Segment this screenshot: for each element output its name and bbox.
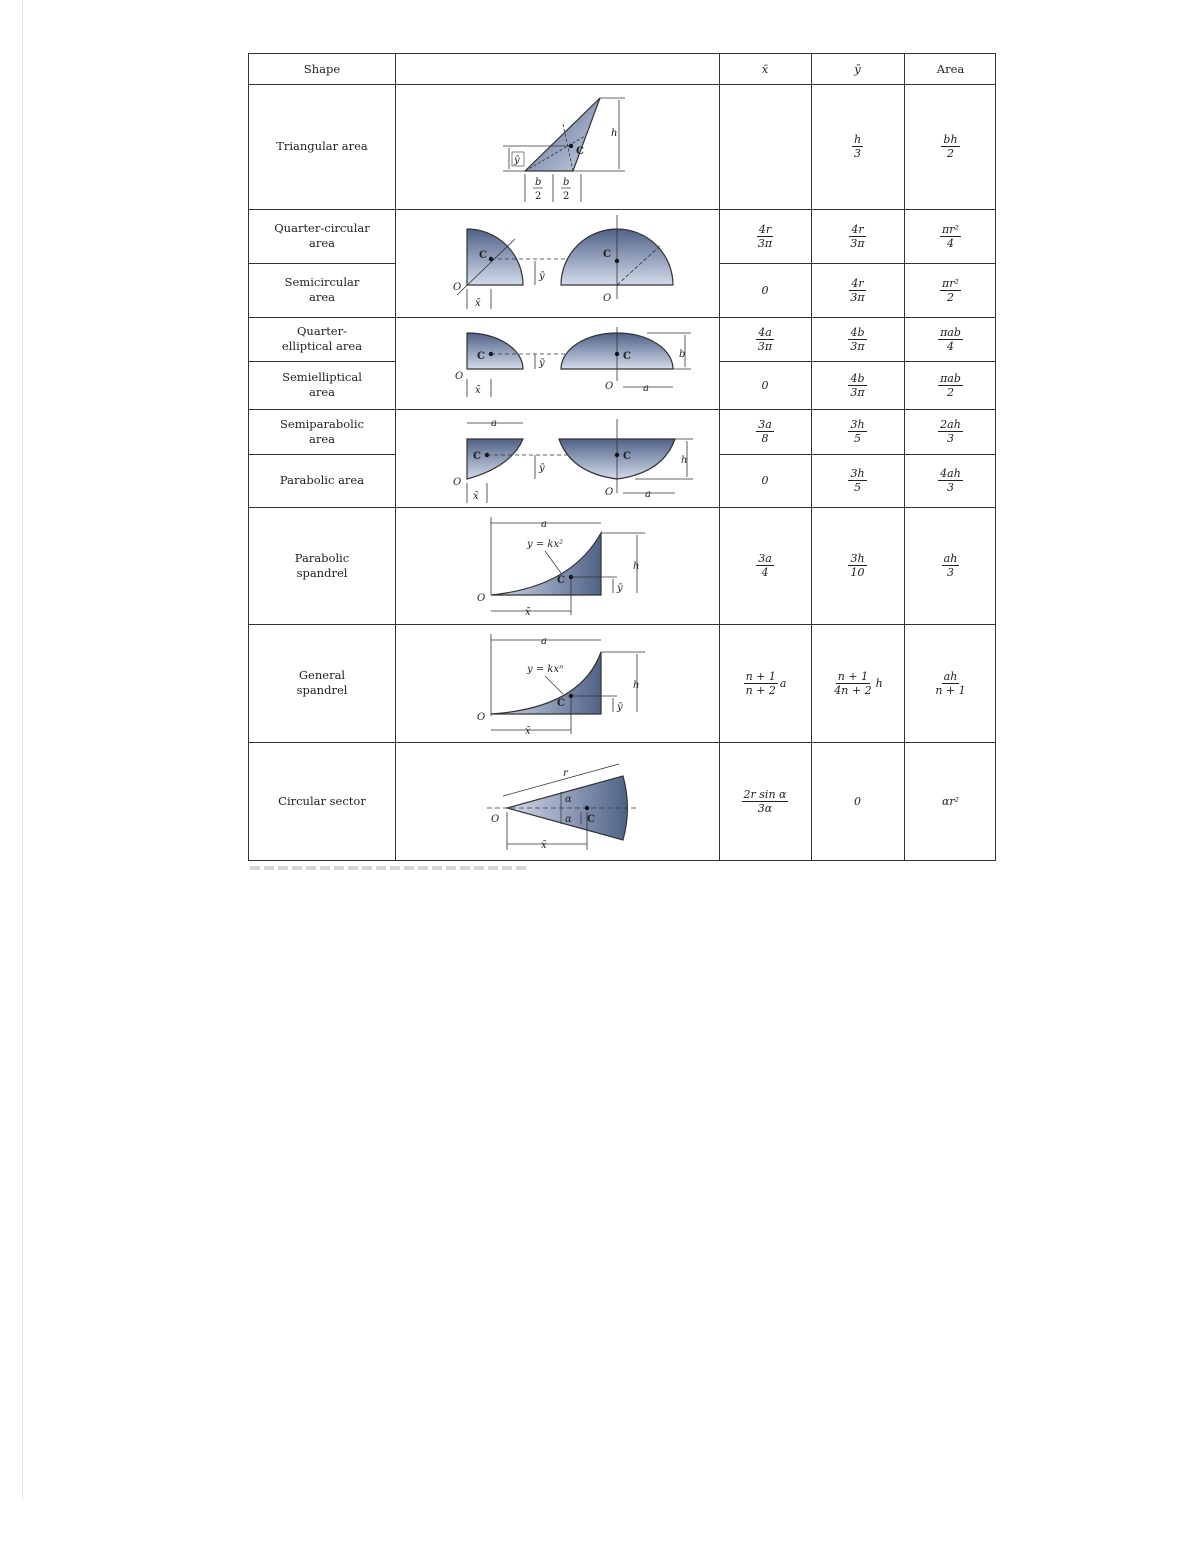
a-label: a bbox=[541, 519, 547, 530]
shape-name: Semielliptical area bbox=[282, 370, 362, 399]
centroid-label: C bbox=[623, 351, 631, 362]
numerator: ah bbox=[943, 669, 958, 683]
area-formula bbox=[904, 317, 997, 361]
numerator: πab bbox=[940, 371, 961, 385]
denominator: 4 bbox=[947, 339, 954, 353]
area-formula bbox=[904, 409, 997, 454]
fraction bbox=[848, 277, 866, 304]
denominator: 5 bbox=[854, 432, 861, 445]
ybar-label: ȳ bbox=[539, 271, 545, 282]
numerator: 3h bbox=[850, 418, 865, 431]
fraction bbox=[941, 133, 959, 160]
figure-caption bbox=[250, 866, 530, 870]
xbar-formula bbox=[719, 409, 811, 454]
xbar-value: 0 bbox=[761, 283, 769, 297]
alpha-label-2: α bbox=[565, 814, 572, 825]
numerator: 3a bbox=[758, 552, 772, 565]
elliptical-figure bbox=[395, 317, 719, 409]
numerator: 4r bbox=[851, 276, 864, 290]
h-label: h bbox=[611, 128, 618, 139]
h-label: h bbox=[633, 680, 640, 691]
centroid-label: C bbox=[603, 249, 611, 260]
fraction bbox=[938, 418, 963, 445]
xbar-value: 0 bbox=[761, 474, 769, 487]
numerator: n + 1 bbox=[745, 669, 776, 683]
origin-label: O bbox=[477, 712, 486, 723]
numerator: 3a bbox=[758, 418, 772, 431]
numerator: ah bbox=[943, 552, 958, 565]
numerator: πr² bbox=[942, 276, 959, 290]
b-half-num-2: b bbox=[563, 177, 570, 188]
ybar-label: ȳ bbox=[514, 155, 520, 166]
numerator: 4a bbox=[758, 325, 772, 339]
ybar-formula bbox=[811, 361, 904, 409]
fraction bbox=[852, 133, 863, 160]
header-area: Area bbox=[936, 61, 965, 76]
ybar-label: ȳ bbox=[539, 463, 545, 474]
numerator: πr² bbox=[942, 222, 959, 236]
fraction bbox=[848, 326, 866, 353]
xbar-formula bbox=[719, 624, 811, 742]
spandrel-shape bbox=[491, 652, 601, 714]
centroid-dot bbox=[615, 259, 619, 263]
a-label: a bbox=[643, 383, 649, 394]
shape-name: Parabolic spandrel bbox=[294, 550, 350, 580]
ybar-formula bbox=[811, 84, 904, 209]
xbar-formula bbox=[719, 209, 811, 263]
denominator: 3π bbox=[850, 290, 865, 304]
origin-label: O bbox=[453, 282, 462, 293]
fraction bbox=[940, 277, 961, 304]
area-formula bbox=[904, 209, 997, 263]
a-label: a bbox=[645, 489, 651, 500]
shape-name: Quarter-elliptical area bbox=[281, 324, 363, 353]
area-formula bbox=[904, 507, 997, 624]
fraction bbox=[756, 552, 774, 579]
centroid-label: C bbox=[479, 250, 487, 261]
centroid-dot bbox=[585, 806, 589, 810]
denominator: 8 bbox=[761, 432, 769, 445]
xbar-label: x̄ bbox=[475, 385, 481, 396]
multiplier: a bbox=[779, 676, 787, 690]
xbar-formula bbox=[719, 742, 811, 860]
denominator: 4n + 2 bbox=[834, 683, 872, 697]
numerator: h bbox=[853, 133, 862, 146]
fraction bbox=[848, 467, 866, 494]
fraction bbox=[938, 326, 963, 353]
xbar-value bbox=[719, 84, 811, 209]
ybar-label: ȳ bbox=[539, 358, 545, 369]
area-formula bbox=[904, 454, 997, 507]
ybar-formula bbox=[811, 317, 904, 361]
centroid-label: C bbox=[587, 814, 595, 825]
ybar-label: ȳ bbox=[617, 702, 623, 713]
equation-label: y = kxⁿ bbox=[527, 664, 564, 675]
equation-label: y = kx² bbox=[527, 539, 564, 550]
numerator: 4b bbox=[850, 325, 865, 339]
numerator: 4b bbox=[850, 371, 865, 385]
fraction bbox=[756, 223, 774, 250]
denominator: 4 bbox=[761, 566, 769, 579]
denominator: 2 bbox=[947, 385, 954, 399]
fraction bbox=[756, 326, 774, 353]
numerator: 2ah bbox=[940, 418, 961, 431]
circular-figure bbox=[395, 209, 719, 317]
denominator: 5 bbox=[854, 481, 861, 494]
origin-label: O bbox=[603, 293, 612, 304]
denominator: 3α bbox=[757, 801, 773, 815]
circular-sector-figure bbox=[395, 742, 719, 860]
fraction bbox=[744, 670, 778, 697]
numerator: 3h bbox=[850, 552, 865, 565]
xbar-label: x̄ bbox=[525, 726, 531, 737]
centroid-dot bbox=[615, 453, 619, 457]
denominator: 3π bbox=[757, 236, 773, 250]
b-label: b bbox=[679, 349, 686, 360]
xbar-label: x̄ bbox=[475, 298, 481, 309]
fraction bbox=[848, 223, 866, 250]
numerator: 2r sin α bbox=[743, 787, 787, 801]
ybar-formula bbox=[811, 409, 904, 454]
denominator: 3 bbox=[947, 566, 954, 579]
a-label: a bbox=[541, 636, 547, 647]
denominator: 3 bbox=[947, 432, 954, 445]
denominator: n + 1 bbox=[935, 683, 966, 697]
fraction bbox=[848, 418, 866, 445]
origin-label: O bbox=[605, 381, 614, 392]
numerator: 4r bbox=[851, 222, 864, 236]
denominator: 3 bbox=[854, 147, 861, 160]
denominator: 2 bbox=[946, 147, 954, 160]
fraction bbox=[742, 788, 789, 815]
fraction bbox=[848, 372, 866, 399]
fraction bbox=[832, 670, 873, 697]
b-half-num: b bbox=[535, 177, 542, 188]
centroid-label: C bbox=[557, 575, 565, 586]
shape-name: Parabolic area bbox=[279, 473, 365, 487]
header-xbar: x̄ bbox=[761, 61, 769, 76]
header-ybar: ȳ bbox=[854, 61, 861, 76]
area-value: αr² bbox=[941, 794, 960, 808]
ybar-formula bbox=[811, 263, 904, 317]
origin-label: O bbox=[455, 371, 464, 382]
denominator: 3π bbox=[757, 339, 773, 353]
area-formula bbox=[904, 84, 997, 209]
parabolic-figure bbox=[395, 409, 719, 507]
b-half-den-2: 2 bbox=[563, 191, 570, 202]
h-label: h bbox=[633, 561, 640, 572]
ybar-formula bbox=[811, 507, 904, 624]
centroid-label: C bbox=[477, 351, 485, 362]
centroid-dot bbox=[615, 352, 619, 356]
area-formula bbox=[904, 361, 997, 409]
b-half-den: 2 bbox=[535, 191, 542, 202]
denominator: 3π bbox=[850, 385, 865, 399]
fraction bbox=[942, 552, 960, 579]
origin-label: O bbox=[491, 814, 500, 825]
centroid-label: C bbox=[623, 451, 631, 462]
area-formula bbox=[904, 624, 997, 742]
xbar-label: x̄ bbox=[473, 491, 479, 502]
denominator: 2 bbox=[947, 290, 954, 304]
numerator: n + 1 bbox=[837, 669, 869, 683]
fraction bbox=[848, 552, 866, 579]
ybar-formula bbox=[811, 454, 904, 507]
r-label: r bbox=[563, 768, 568, 779]
centroid-label: C bbox=[576, 146, 584, 157]
shape-name: Circular sector bbox=[278, 793, 366, 808]
quarter-ellipse-shape bbox=[467, 333, 523, 369]
ybar-label: ȳ bbox=[617, 583, 623, 594]
ybar-value: 0 bbox=[854, 794, 861, 808]
multiplier: h bbox=[875, 676, 883, 690]
numerator: 4r bbox=[758, 222, 772, 236]
ybar-formula bbox=[811, 209, 904, 263]
general-spandrel-figure bbox=[395, 624, 719, 742]
xbar-formula bbox=[719, 317, 811, 361]
denominator: 10 bbox=[850, 566, 865, 579]
numerator: bh bbox=[943, 133, 958, 146]
denominator: 3 bbox=[947, 481, 954, 494]
ybar-formula bbox=[811, 624, 904, 742]
header-figure bbox=[395, 54, 719, 84]
numerator: πab bbox=[940, 325, 961, 339]
origin-label: O bbox=[477, 593, 486, 604]
shape-name: Semicircular area bbox=[284, 275, 360, 304]
fraction bbox=[938, 372, 963, 399]
triangle-shape bbox=[525, 98, 600, 171]
xbar-label: x̄ bbox=[525, 607, 531, 618]
xbar-formula bbox=[719, 507, 811, 624]
centroid-table bbox=[248, 53, 996, 861]
fraction bbox=[940, 223, 961, 250]
parabolic-spandrel-figure bbox=[395, 507, 719, 624]
fraction bbox=[756, 418, 774, 445]
shape-name: Semiparabolic area bbox=[280, 416, 364, 446]
denominator: 3π bbox=[850, 236, 865, 250]
a-label: a bbox=[491, 418, 497, 429]
origin-label: O bbox=[453, 477, 462, 488]
fraction bbox=[933, 670, 967, 697]
denominator: n + 2 bbox=[745, 683, 776, 697]
centroid-label: C bbox=[557, 698, 565, 709]
shape-name: Quarter-circular area bbox=[274, 221, 370, 250]
origin-label: O bbox=[605, 487, 614, 498]
header-shape: Shape bbox=[303, 61, 341, 76]
h-label: h bbox=[681, 455, 688, 466]
scan-edge bbox=[22, 0, 23, 1500]
denominator: 4 bbox=[947, 236, 954, 250]
denominator: 3π bbox=[850, 339, 865, 353]
area-formula bbox=[904, 263, 997, 317]
numerator: 3h bbox=[850, 467, 865, 480]
numerator: 4ah bbox=[940, 467, 961, 480]
xbar-value: 0 bbox=[761, 378, 769, 392]
triangle-figure bbox=[395, 84, 719, 209]
fraction bbox=[938, 467, 963, 494]
quarter-circle-shape bbox=[467, 229, 523, 285]
alpha-label: α bbox=[565, 794, 572, 805]
shape-name: Triangular area bbox=[276, 139, 368, 153]
xbar-label: x̄ bbox=[541, 840, 547, 851]
shape-name: General spandrel bbox=[296, 668, 348, 697]
centroid-label: C bbox=[473, 451, 481, 462]
